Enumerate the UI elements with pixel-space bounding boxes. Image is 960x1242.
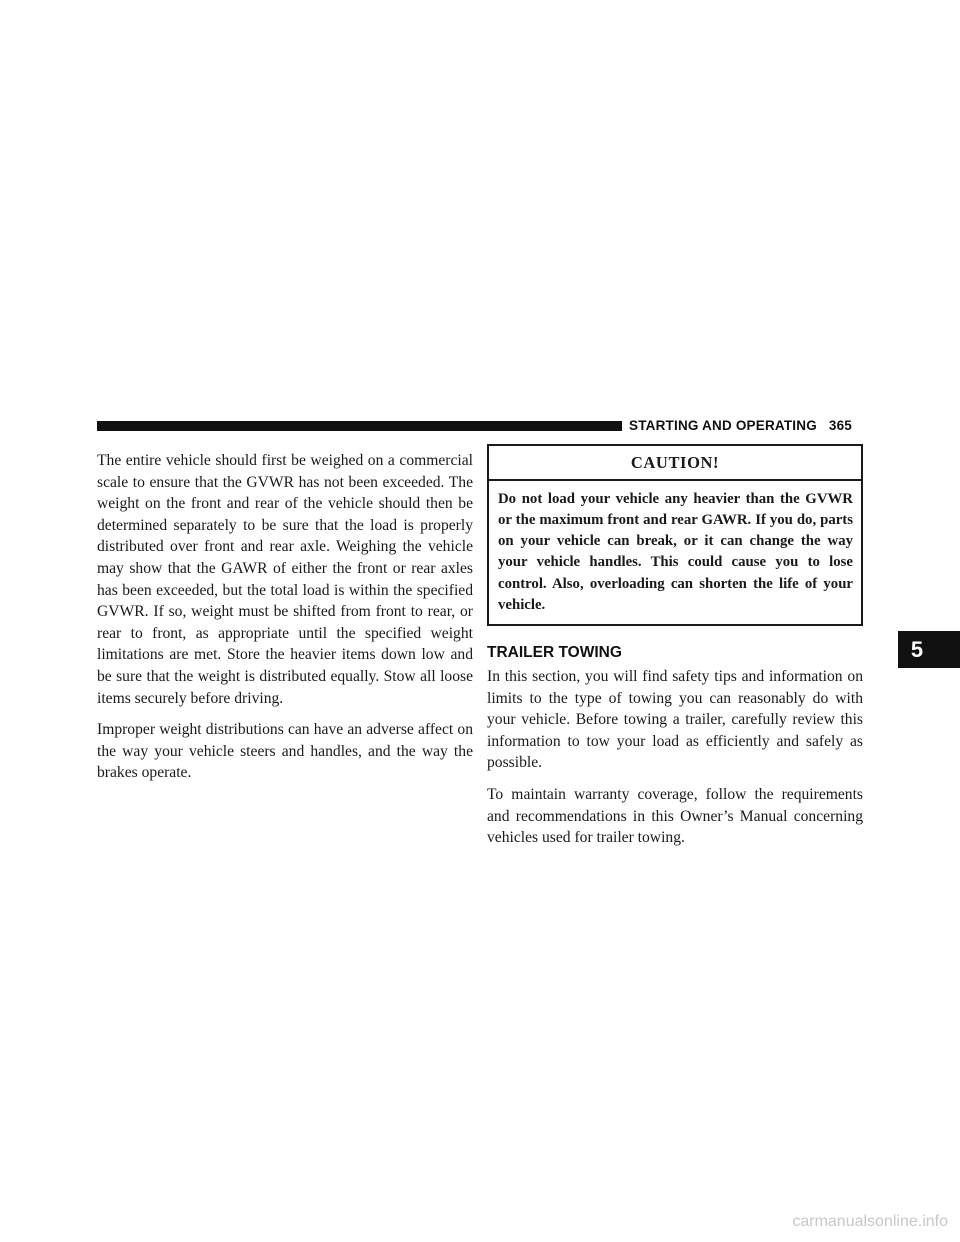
weight-distribution-paragraph: Improper weight distributions can have an adverse affect on the way your vehicle steers and handles, and the way the brakes operate.	[97, 721, 473, 782]
header-rule	[97, 421, 622, 431]
trailer-towing-intro-paragraph: In this section, you will find safety tips and information on limits to the type of towing you can reasonably do with your vehicle. Before towing a trailer, carefully review this information to tow your load as efficiently and safely as possible.	[487, 667, 863, 772]
caution-title: CAUTION!	[489, 446, 861, 481]
trailer-towing-heading: TRAILER TOWING	[487, 644, 622, 662]
left-column	[97, 450, 473, 794]
caution-text: Do not load your vehicle any heavier than the GVWR or the maximum front and rear GAWR. If you do, parts on your vehicle can break, or it can change the way your vehicle handles. This could cause you to lose control. Also, overloading can shorten the life of your vehicle.	[498, 490, 853, 614]
chapter-number: 5	[910, 636, 924, 662]
running-header	[629, 418, 852, 433]
weighing-paragraph: The entire vehicle should first be weighed on a commercial scale to ensure that the GVWR has not been exceeded. The weight on the front and rear of the vehicle should then be determined separately to be sure that the load is properly distributed over front and rear axle. Weighing the vehicle may show that the GAWR of either the front or rear axles has been exceeded, but the total load is within the specified GVWR. If so, weight must be shifted from front to rear, or rear to front, as appropriate until the specified weight limitations are met. Store the heavier items down low and be sure that the weight is distributed equally. Stow all loose items securely before driving.	[97, 452, 473, 707]
warranty-paragraph: To maintain warranty coverage, follow the requirements and recommendations in this Owner’s Manual concerning vehicles used for trailer towing.	[487, 785, 863, 847]
page-number: 365	[828, 418, 852, 433]
right-column	[487, 444, 863, 859]
chapter-tab	[898, 631, 960, 668]
watermark: carmanualsonline.info	[792, 1213, 948, 1230]
caution-box	[487, 444, 863, 626]
section-title: STARTING AND OPERATING	[629, 418, 817, 433]
